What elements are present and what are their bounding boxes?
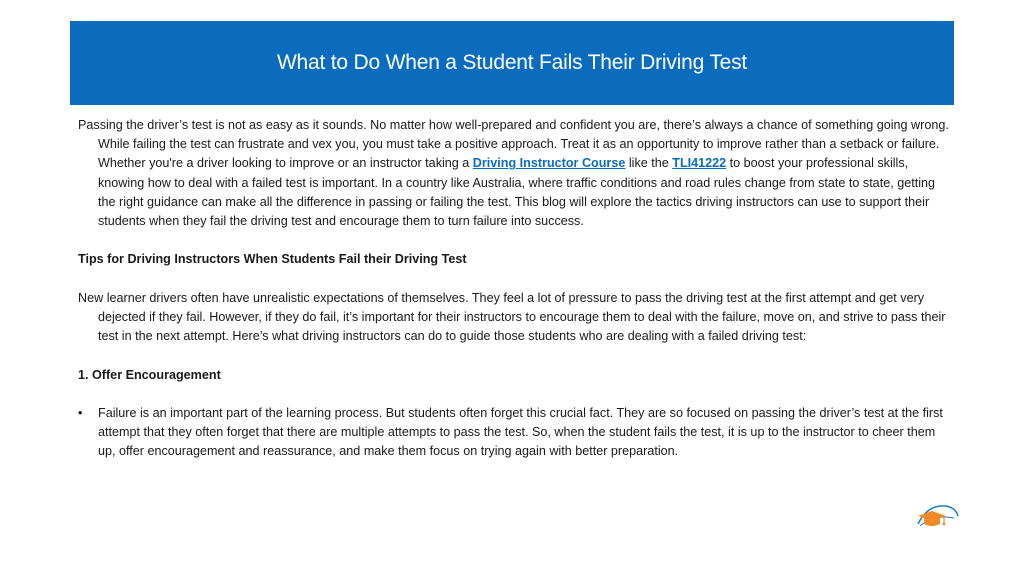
section-paragraph: New learner drivers often have unrealistic expectations of themselves. They feel a lot of pressure to pass the driving test at the first attempt and get very dejected if they fail. However, if they do fail, it’s important for their instructors to encourage them to deal with the failure, move on, and strive to pass their test in the next attempt. Here’s what driving instructors can do to guide those students who are dealing with a failed driving test: (78, 290, 946, 344)
graduation-cap-logo-icon (914, 500, 960, 530)
bullet-marker: • (78, 405, 83, 420)
intro-text-3: to boost your professional skills, knowing how to deal with a failed test is important. In a country like Australia, where traffic conditions and road rules change from state to state, getting the right guidance can make all the difference in passing or failing the test. This blog will explore the tactics driving instructors can use to support their students when they fail the driving test and encourage them to turn failure into success. (98, 156, 936, 229)
driving-instructor-course-link[interactable]: Driving Instructor Course (472, 156, 626, 171)
article-body (78, 116, 950, 462)
tli41222-link[interactable]: TLI41222 (672, 156, 727, 171)
title-banner (70, 21, 954, 105)
intro-text-1: Passing the driver’s test is not as easy as it sounds. No matter how well-prepared and confident you are, there’s always a chance of something going wrong. While failing the test can frustrate and vex you, you must take a positive approach. Treat it as an opportunity to improve rather than a setback or failure. Whether you're a driver looking to improve or an instructor taking a (78, 118, 949, 171)
intro-text-2: like the (625, 156, 673, 171)
bullet-text: Failure is an important part of the learning process. But students often forget this crucial fact. They are so focused on passing the driver’s test at the first attempt that they often forget that there are multiple attempts to pass the test. So, when the student fails the test, it is up to the instructor to cheer them up, offer encouragement and reassurance, and make them focus on trying again with better preparation. (98, 405, 943, 459)
intro-paragraph (78, 116, 950, 231)
page-title: What to Do When a Student Fails Their Driving Test (276, 51, 748, 74)
subheading-offer-encouragement: 1. Offer Encouragement (78, 367, 221, 382)
section-heading: Tips for Driving Instructors When Students Fail their Driving Test (78, 252, 467, 267)
bullet-item (78, 404, 950, 462)
